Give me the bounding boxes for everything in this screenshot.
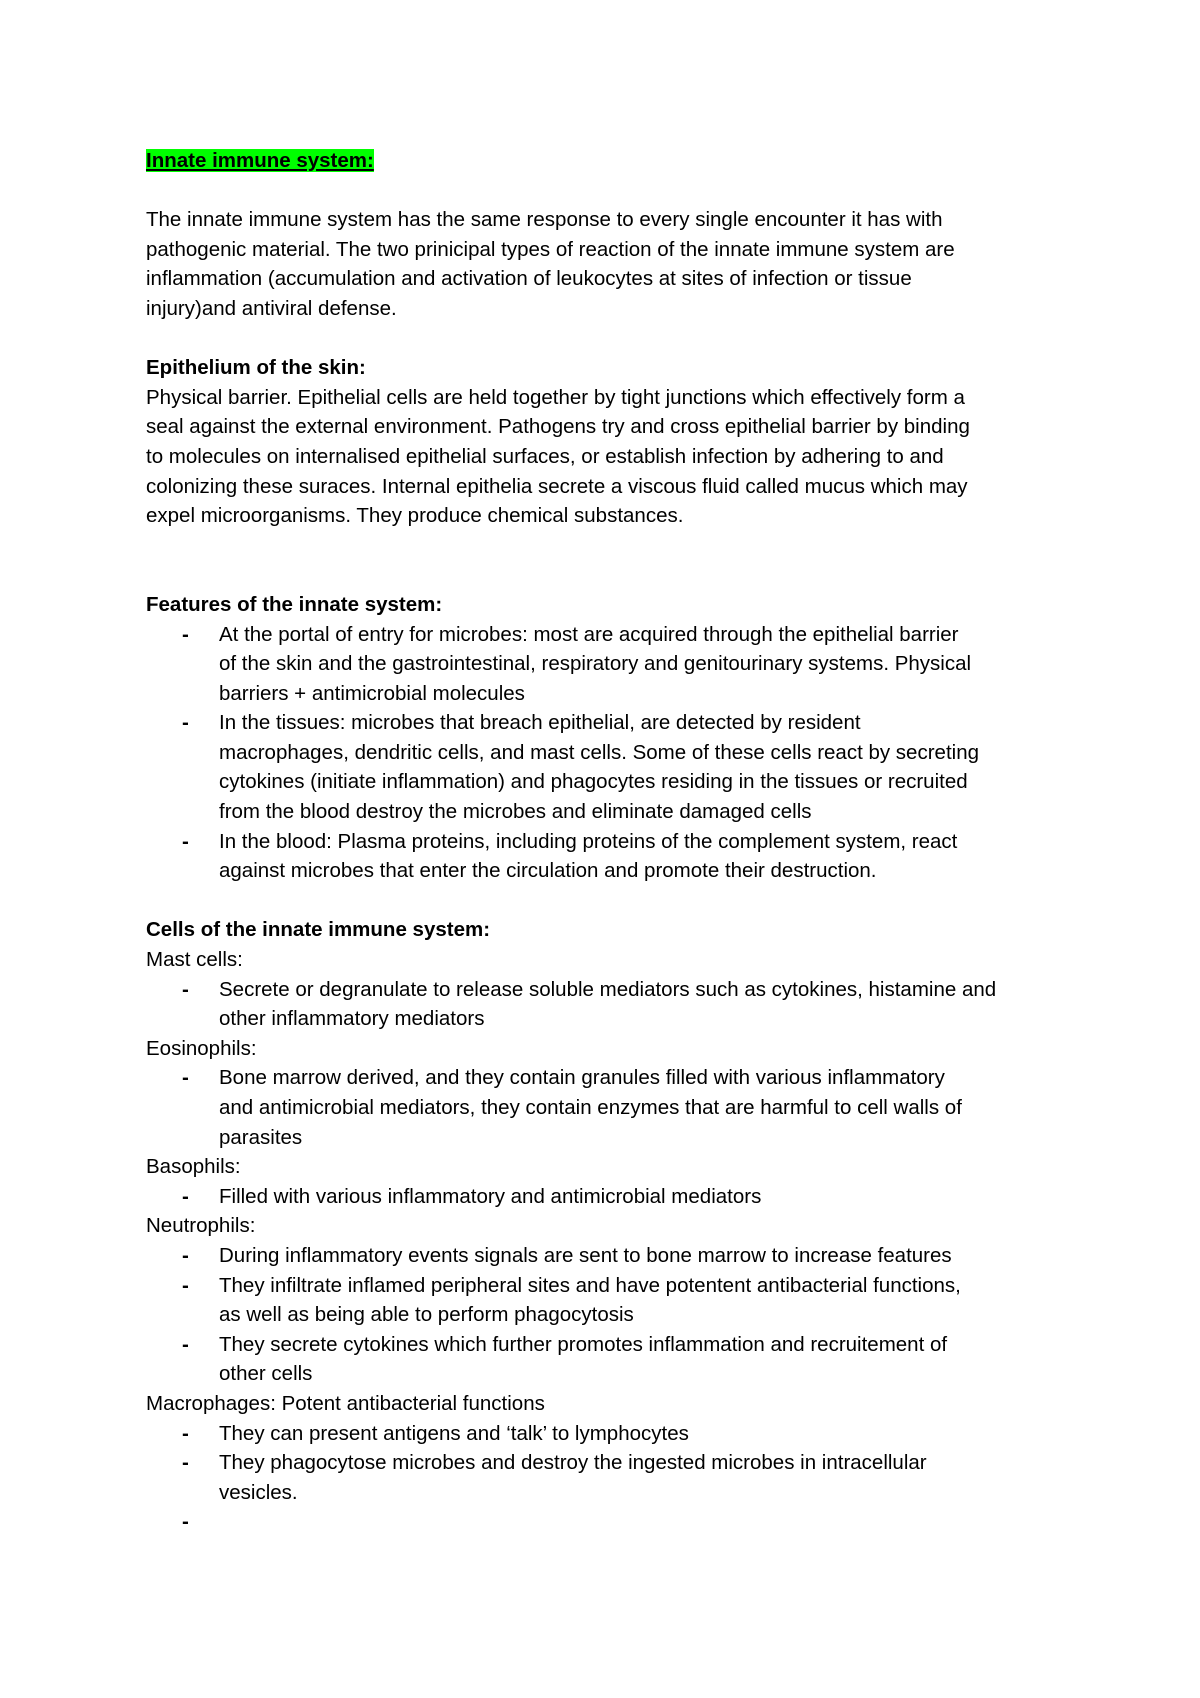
list-item-line [219, 1507, 1080, 1537]
bullet-dash: - [182, 1451, 189, 1475]
bullet-dash: - [182, 711, 189, 735]
list-item [146, 975, 1080, 1034]
cell-type-list [146, 975, 1080, 1034]
list-item-line: In the blood: Plasma proteins, including proteins of the complement system, react [219, 829, 958, 853]
list-item-line: They phagocytose microbes and destroy the ingested microbes in intracellular [219, 1451, 927, 1475]
features-heading: Features of the innate system: [146, 592, 443, 616]
list-item [146, 1182, 1080, 1212]
epithelium-line: colonizing these suraces. Internal epithelia secrete a viscous fluid called mucus which may [146, 474, 968, 498]
list-item-line: They infiltrate inflamed peripheral sites and have potentent antibacterial functions, [219, 1273, 961, 1297]
list-item-line: cytokines (initiate inflammation) and phagocytes residing in the tissues or recruited [219, 770, 968, 794]
epithelium-line: to molecules on internalised epithelial surfaces, or establish infection by adhering to and [146, 444, 944, 468]
cell-type-label: Neutrophils: [146, 1214, 256, 1238]
intro-paragraph [146, 205, 1080, 323]
list-item-line: They secrete cytokines which further promotes inflammation and recruitement of [219, 1332, 948, 1356]
list-item-line: vesicles. [219, 1480, 298, 1504]
bullet-dash: - [182, 977, 189, 1001]
list-item [146, 827, 1080, 886]
epithelium-heading: Epithelium of the skin: [146, 356, 366, 380]
list-item-line: At the portal of entry for microbes: most are acquired through the epithelial barrier [219, 622, 959, 646]
cell-type-label: Mast cells: [146, 948, 243, 972]
title-line [146, 146, 1080, 176]
list-item [146, 708, 1080, 826]
list-item-line: macrophages, dendritic cells, and mast cells. Some of these cells react by secreting [219, 740, 979, 764]
list-item-line: and antimicrobial mediators, they contain enzymes that are harmful to cell walls of [219, 1096, 962, 1119]
list-item-line: other inflammatory mediators [219, 1007, 485, 1031]
features-list [146, 620, 1080, 886]
cell-type-label: Macrophages: Potent antibacterial functions [146, 1391, 545, 1415]
bullet-dash: - [182, 1332, 189, 1356]
list-item-line: barriers + antimicrobial molecules [219, 681, 525, 705]
intro-line: injury)and antiviral defense. [146, 296, 397, 320]
intro-line: pathogenic material. The two prinicipal types of reaction of the innate immune system are [146, 237, 955, 261]
list-item [146, 1419, 1080, 1449]
epithelium-line: expel microorganisms. They produce chemical substances. [146, 504, 684, 528]
list-item [146, 1507, 1080, 1537]
list-item-line: parasites [219, 1125, 303, 1149]
cell-type-list [146, 1182, 1080, 1212]
cell-type-list [146, 1241, 1080, 1389]
epithelium-paragraph [146, 383, 1080, 531]
cell-type-label: Basophils: [146, 1155, 241, 1179]
bullet-dash: - [182, 1243, 189, 1267]
bullet-dash: - [182, 1184, 189, 1208]
list-item [146, 1330, 1080, 1389]
cells-section [146, 945, 1080, 1537]
bullet-dash: - [182, 622, 189, 646]
cell-type-label: Eosinophils: [146, 1036, 257, 1060]
list-item-line: They can present antigens and ‘talk’ to lymphocytes [219, 1421, 689, 1445]
list-item-line: Bone marrow derived, and they contain granules filled with various inflammatory [219, 1066, 945, 1090]
list-item [146, 1448, 1080, 1507]
cells-heading: Cells of the innate immune system: [146, 918, 491, 942]
bullet-dash: - [182, 829, 189, 853]
list-item [146, 1063, 1080, 1152]
bullet-dash: - [182, 1510, 189, 1534]
intro-line: inflammation (accumulation and activation of leukocytes at sites of infection or tissue [146, 267, 912, 291]
list-item-line: against microbes that enter the circulation and promote their destruction. [219, 859, 877, 883]
list-item-line: In the tissues: microbes that breach epithelial, are detected by resident [219, 711, 861, 735]
bullet-dash: - [182, 1421, 189, 1445]
list-item-line: of the skin and the gastrointestinal, respiratory and genitourinary systems. Physical [219, 652, 972, 676]
bullet-dash: - [182, 1273, 189, 1297]
list-item-line: from the blood destroy the microbes and eliminate damaged cells [219, 800, 812, 824]
list-item [146, 1241, 1080, 1271]
cell-type-list [146, 1063, 1080, 1152]
epithelium-line: Physical barrier. Epithelial cells are held together by tight junctions which effectively form a [146, 385, 965, 409]
list-item-line: Secrete or degranulate to release soluble mediators such as cytokines, histamine and [219, 977, 997, 1001]
list-item-line: other cells [219, 1362, 313, 1386]
list-item-line: as well as being able to perform phagocytosis [219, 1303, 634, 1327]
page-title: Innate immune system: [146, 149, 374, 172]
list-item [146, 620, 1080, 709]
cell-type-list [146, 1419, 1080, 1537]
list-item-line: During inflammatory events signals are sent to bone marrow to increase features [219, 1243, 952, 1267]
list-item [146, 1271, 1080, 1330]
list-item-line: Filled with various inflammatory and antimicrobial mediators [219, 1184, 762, 1208]
epithelium-line: seal against the external environment. Pathogens try and cross epithelial barrier by binding [146, 415, 970, 439]
intro-line: The innate immune system has the same response to every single encounter it has with [146, 208, 943, 232]
bullet-dash: - [182, 1066, 189, 1090]
